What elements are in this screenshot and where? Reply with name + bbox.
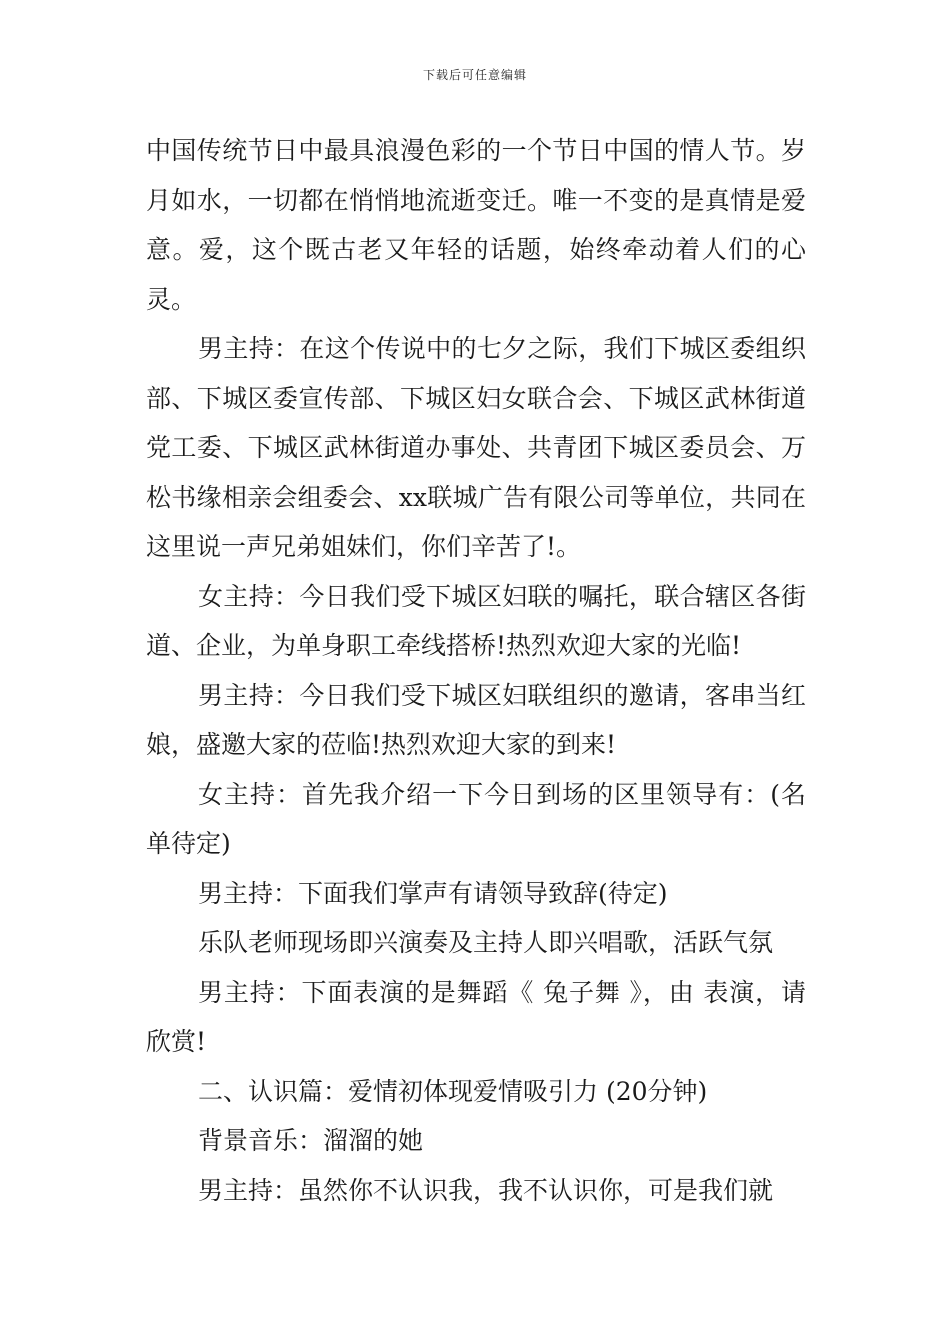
section-heading: 二、认识篇：爱情初体现爱情吸引力 (20分钟) xyxy=(198,1076,708,1106)
paragraph-male-host-1: 男主持：在这个传说中的七夕之际，我们下城区委组织部、下城区委宣传部、下城区妇女联合会、下城区武林街道党工委、下城区武林街道办事处、共青团下城区委员会、万松书缘相亲会组委会、xx联城广告有限公司等单位，共同在这里说一声兄弟姐妹们，你们辛苦了!。 xyxy=(146,334,806,561)
paragraph-male-host-2: 男主持：今日我们受下城区妇联组织的邀请，客串当红娘，盛邀大家的莅临!热烈欢迎大家的到来! xyxy=(146,680,806,759)
paragraph-male-host-5: 男主持：虽然你不认识我，我不认识你，可是我们就 xyxy=(198,1175,774,1205)
page-header: 下载后可任意编辑 xyxy=(422,68,527,82)
paragraph-female-host-2: 女主持：首先我介绍一下今日到场的区里领导有：(名单待定) xyxy=(146,779,806,858)
paragraph-intro: 中国传统节日中最具浪漫色彩的一个节日中国的情人节。岁月如水，一切都在悄悄地流逝变迁。唯一不变的是真情是爱意。爱，这个既古老又年轻的话题，始终牵动着人们的心灵。 xyxy=(146,136,806,314)
paragraph-female-host-1: 女主持：今日我们受下城区妇联的嘱托，联合辖区各街道、企业，为单身职工牵线搭桥!热烈欢迎大家的光临! xyxy=(146,581,806,660)
paragraph-male-host-3: 男主持：下面我们掌声有请领导致辞(待定) xyxy=(198,878,668,908)
paragraph-bgm: 背景音乐：溜溜的她 xyxy=(198,1126,424,1155)
paragraph-male-host-4: 男主持：下面表演的是舞蹈《 兔子舞 》，由 表演，请欣赏! xyxy=(146,977,806,1056)
document-body xyxy=(146,126,806,1215)
paragraph-band: 乐队老师现场即兴演奏及主持人即兴唱歌，活跃气氛 xyxy=(198,928,774,957)
